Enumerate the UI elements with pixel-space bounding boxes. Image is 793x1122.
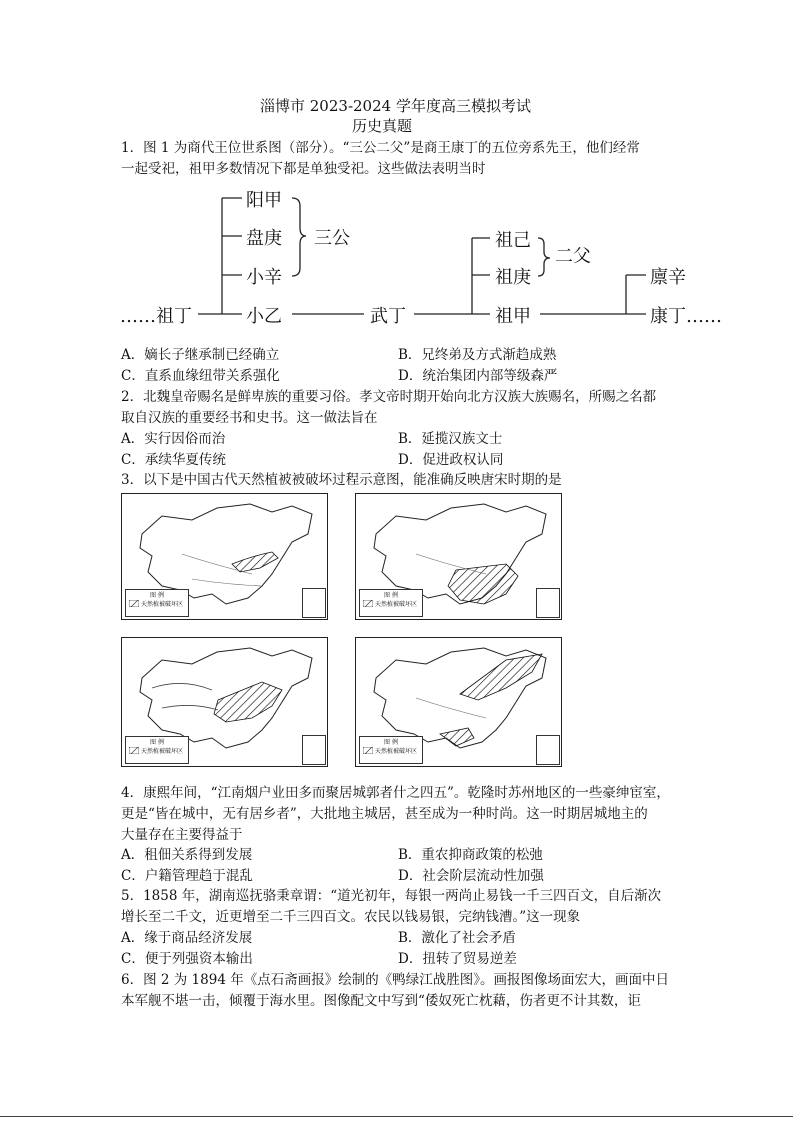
south-sea-inset <box>302 735 326 765</box>
legend-label: 天然植被破坏区 <box>141 601 184 608</box>
option-c[interactable]: C．承续华夏传统 <box>121 452 226 468</box>
option-c[interactable]: C．户籍管理趋于混乱 <box>121 868 253 884</box>
south-sea-inset <box>536 588 560 618</box>
map-legend <box>125 736 189 764</box>
legend-label: 天然植被破坏区 <box>141 748 184 755</box>
legend-title: 图 例 <box>150 739 164 746</box>
diagram-node: 盘庚 <box>246 228 282 249</box>
map-option-4[interactable] <box>355 637 562 767</box>
option-a[interactable]: A．嫡长子继承制已经确立 <box>121 347 280 363</box>
map-option-3[interactable] <box>121 637 328 767</box>
diagram-node: 康丁…… <box>650 306 722 327</box>
q4-stem-line1: 4．康熙年间，“江南烟户业田多而聚居城郭者什之四五”。乾隆时苏州地区的一些豪绅宦室， <box>121 785 670 801</box>
map-legend <box>359 589 423 617</box>
diagram-node: 祖甲 <box>495 306 531 327</box>
diagram-node: 祖庚 <box>495 267 531 288</box>
map-option-2[interactable] <box>355 493 562 620</box>
page-title: 淄博市 2023-2024 学年度高三模拟考试 <box>260 97 531 115</box>
option-b[interactable]: B．延揽汉族文士 <box>398 431 503 447</box>
q4-stem-line3: 大量存在主要得益于 <box>121 827 243 843</box>
map-legend <box>125 589 189 617</box>
q5-stem-line2: 增长至二千文，近更增至二千三四百文。农民以钱易银，完纳钱漕。”这一现象 <box>121 909 581 925</box>
diagram-node: 祖己 <box>495 230 531 251</box>
diagram-node-root: ……祖丁 <box>120 306 192 327</box>
diagram-node-wuding: 武丁 <box>370 306 406 327</box>
option-d[interactable]: D．社会阶层流动性加强 <box>398 868 544 884</box>
group-label-sangong: 三公 <box>314 228 350 249</box>
option-b[interactable]: B．兄终弟及方式渐趋成熟 <box>398 347 557 363</box>
diagram-node: 廪辛 <box>650 267 686 288</box>
legend-title: 图 例 <box>384 739 398 746</box>
map-legend <box>359 736 423 764</box>
diagram-node: 阳甲 <box>246 190 282 211</box>
legend-item <box>363 599 422 608</box>
group-label-erfu: 二父 <box>555 246 591 267</box>
q6-stem-line1: 6．图 2 为 1894 年《点石斋画报》绘制的《鸭绿江战胜图》。画报图像场面宏大，画面中日 <box>121 972 669 988</box>
south-sea-inset <box>536 735 560 765</box>
south-sea-inset <box>302 588 326 618</box>
diagram-connectors <box>0 0 793 340</box>
q2-stem-line2: 取自汉族的重要经书和史书。这一做法旨在 <box>121 410 378 426</box>
legend-label: 天然植被破坏区 <box>375 748 418 755</box>
option-c[interactable]: C．便于列强资本输出 <box>121 951 253 967</box>
q5-stem-line1: 5．1858 年，湖南巡抚骆秉章谓：“道光初年，每银一两尚止易钱一千三四百文，自后渐次 <box>121 888 662 904</box>
legend-item <box>129 599 188 608</box>
legend-item <box>129 746 188 755</box>
option-d[interactable]: D．统治集团内部等级森严 <box>398 368 558 384</box>
legend-title: 图 例 <box>150 592 164 599</box>
legend-item <box>363 746 422 755</box>
option-d[interactable]: D．扭转了贸易逆差 <box>398 951 517 967</box>
legend-title: 图 例 <box>384 592 398 599</box>
diagram-node: 小辛 <box>246 267 282 288</box>
map-option-1[interactable] <box>121 493 328 620</box>
legend-label: 天然植被破坏区 <box>375 601 418 608</box>
diagram-node: 小乙 <box>246 306 282 327</box>
q1-stem-line1: 1．图 1 为商代王位世系图（部分）。“三公二父”是商王康丁的五位旁系先王，他们经常 <box>121 140 640 156</box>
option-b[interactable]: B．重农抑商政策的松弛 <box>398 847 543 863</box>
q6-stem-line2: 本军舰不堪一击，倾覆于海水里。图像配文中写到“倭奴死亡枕藉，伤者更不计其数，讵 <box>121 993 641 1009</box>
option-c[interactable]: C．直系血缘纽带关系强化 <box>121 368 280 384</box>
option-b[interactable]: B．激化了社会矛盾 <box>398 930 516 946</box>
q4-stem-line2: 更是“皆在城中，无有居乡者”，大批地主城居，甚至成为一种时尚。这一时期居城地主的 <box>121 806 648 822</box>
option-a[interactable]: A．租佃关系得到发展 <box>121 847 253 863</box>
q3-stem: 3．以下是中国古代天然植被被破坏过程示意图，能准确反映唐宋时期的是 <box>121 472 562 488</box>
option-a[interactable]: A．实行因俗而治 <box>121 431 226 447</box>
option-a[interactable]: A．缘于商品经济发展 <box>121 930 253 946</box>
q1-stem-line2: 一起受祀，祖甲多数情况下都是单独受祀。这些做法表明当时 <box>121 161 486 177</box>
page-bottom-rule <box>0 1116 793 1117</box>
page-subtitle: 历史真题 <box>352 117 413 135</box>
option-d[interactable]: D．促进政权认同 <box>398 452 504 468</box>
q2-stem-line1: 2．北魏皇帝赐名是鲜卑族的重要习俗。孝文帝时期开始向北方汉族大族赐名，所赐之名都 <box>121 389 657 405</box>
